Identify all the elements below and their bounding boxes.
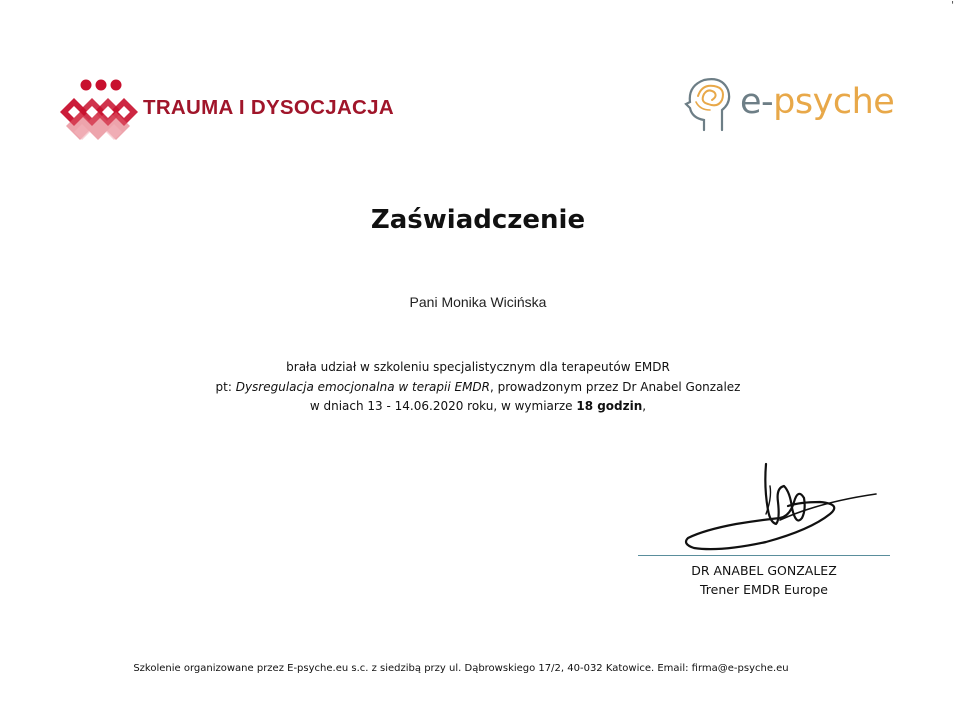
corner-mark: ' <box>951 0 954 11</box>
body-line-3-suffix: , <box>642 399 647 413</box>
e-psyche-logo-text <box>740 82 894 122</box>
certificate-body <box>0 358 956 417</box>
training-title: Dysregulacja emocjonalna w terapii EMDR <box>235 379 490 394</box>
signer-name: DR ANABEL GONZALEZ <box>691 563 837 578</box>
trauma-logo-text: TRAUMA I DYSOCJACJA <box>143 96 394 119</box>
e-psyche-logo-text-part1: e- <box>740 82 774 122</box>
head-brain-logo-icon <box>682 74 738 134</box>
body-line-3-prefix: w dniach 13 - 14.06.2020 roku, w wymiarze <box>309 399 577 413</box>
training-hours: 18 godzin <box>576 399 643 413</box>
body-line-2 <box>0 378 956 398</box>
footer-organizer-info: Szkolenie organizowane przez E-psyche.eu s.c. z siedzibą przy ul. Dąbrowskiego 17/2, 40-032 Katowice. Email: firma@e-psyche.eu <box>133 663 789 674</box>
body-line-2-suffix: , prowadzonym przez Dr Anabel Gonzalez <box>490 379 741 394</box>
body-line-3 <box>0 397 956 417</box>
trauma-logo <box>56 76 416 146</box>
body-line-1: brała udział w szkoleniu specjalistycznym dla terapeutów EMDR <box>286 360 670 374</box>
certificate-title: Zaświadczenie <box>370 205 586 235</box>
people-diamond-logo-icon <box>56 76 140 142</box>
handwritten-signature <box>680 458 880 556</box>
body-line-2-prefix: pt: <box>215 379 236 394</box>
signature-line <box>638 555 890 556</box>
recipient-name: Pani Monika Wicińska <box>409 294 547 310</box>
e-psyche-logo-text-part2: psyche <box>773 82 895 122</box>
signer-role: Trener EMDR Europe <box>699 582 828 597</box>
e-psyche-logo <box>682 72 897 136</box>
